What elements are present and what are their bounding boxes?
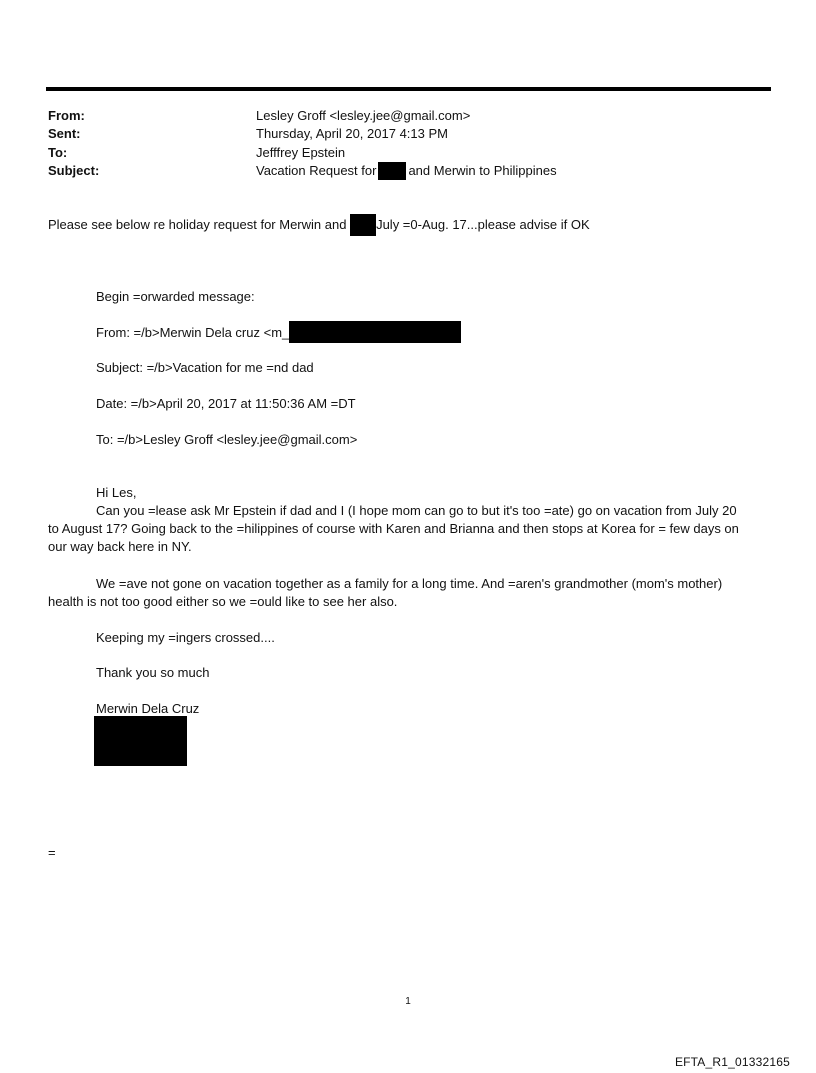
subject-value — [256, 162, 557, 180]
intro-redaction — [350, 214, 376, 236]
forward-from-text: From: =/b>Merwin Dela cruz <m_ — [96, 325, 290, 340]
thanks-line: Thank you so much — [96, 665, 210, 680]
trailing-equals: = — [48, 845, 56, 860]
page-number: 1 — [405, 996, 411, 1007]
intro-text-before: Please see below re holiday request for Merwin and — [48, 217, 347, 232]
header-rule — [46, 87, 771, 91]
forward-email-redaction — [289, 321, 461, 343]
sent-label: Sent: — [48, 126, 81, 141]
intro-line — [48, 216, 590, 236]
subject-label: Subject: — [48, 163, 100, 178]
greeting: Hi Les, — [96, 485, 137, 500]
from-value: Lesley Groff <lesley.jee@gmail.com> — [256, 108, 471, 123]
from-label: From: — [48, 108, 85, 123]
paragraph-2-line-2: health is not too good either so we =ould like to see her also. — [48, 594, 398, 609]
subject-text-after: and Merwin to Philippines — [408, 163, 557, 178]
forward-to-line: To: =/b>Lesley Groff <lesley.jee@gmail.com> — [96, 432, 358, 447]
subject-text-before: Vacation Request for — [256, 163, 377, 178]
fingers-crossed-line: Keeping my =ingers crossed.... — [96, 630, 275, 645]
sent-value: Thursday, April 20, 2017 4:13 PM — [256, 126, 448, 141]
forward-from-line — [96, 324, 461, 343]
to-label: To: — [48, 145, 68, 160]
paragraph-1-line-3: our way back here in NY. — [48, 539, 192, 554]
signature-redaction — [94, 716, 187, 766]
paragraph-1-line-1: Can you =lease ask Mr Epstein if dad and I (I hope mom can go to but it's too =ate) go on vacation from July 20 — [96, 503, 737, 518]
subject-redaction — [378, 162, 406, 180]
forward-subject-line: Subject: =/b>Vacation for me =nd dad — [96, 360, 314, 375]
signature-name: Merwin Dela Cruz — [96, 701, 200, 716]
intro-text-after: July =0-Aug. 17...please advise if OK — [376, 217, 590, 232]
forward-date-line: Date: =/b>April 20, 2017 at 11:50:36 AM =DT — [96, 396, 356, 411]
document-id: EFTA_R1_01332165 — [674, 1055, 790, 1069]
paragraph-2-line-1: We =ave not gone on vacation together as a family for a long time. And =aren's grandmother (mom's mother) — [96, 576, 723, 591]
forward-begin: Begin =orwarded message: — [96, 289, 255, 304]
paragraph-1-line-2: to August 17? Going back to the =hilippines of course with Karen and Brianna and then stops at Korea for = few days on — [48, 521, 739, 536]
to-value: Jefffrey Epstein — [256, 145, 346, 160]
